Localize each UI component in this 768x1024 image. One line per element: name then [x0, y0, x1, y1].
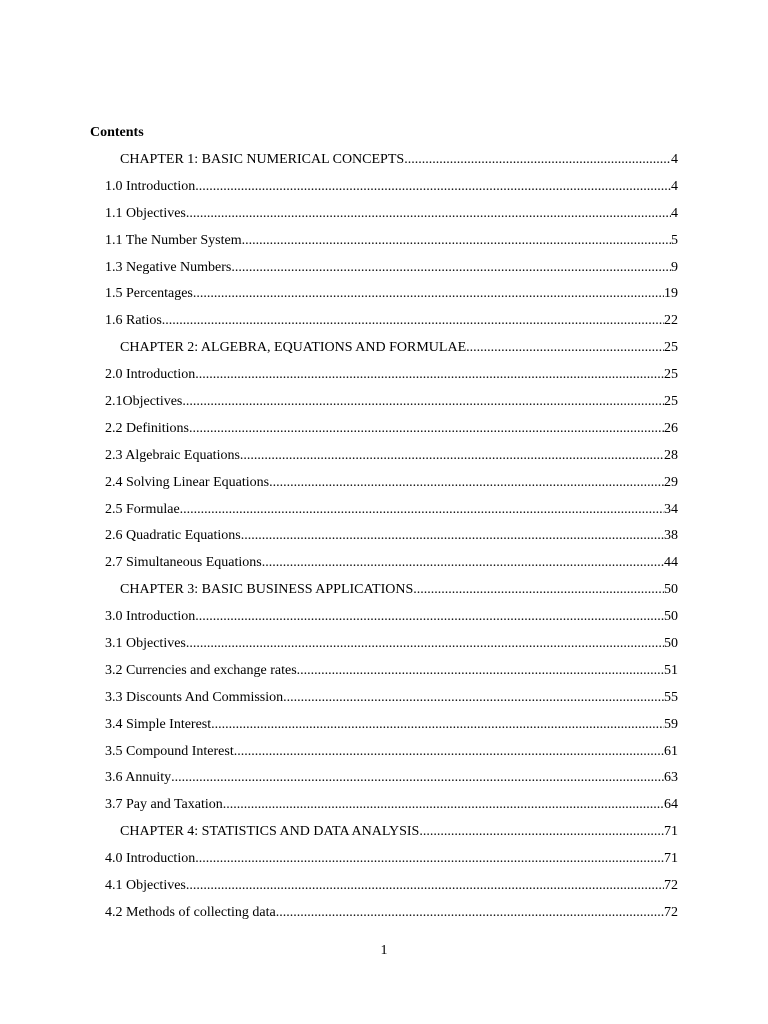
toc-entry-row [105, 500, 768, 520]
toc-section-entry[interactable] [0, 363, 768, 390]
toc-entry-row [105, 177, 768, 197]
toc-dot-leader [231, 258, 671, 278]
toc-entry-row [105, 795, 768, 815]
toc-entry-page-number: 59 [664, 716, 678, 732]
toc-dot-leader [186, 876, 664, 896]
toc-dot-leader [240, 446, 664, 466]
toc-dot-leader [269, 473, 664, 493]
toc-entry-row [105, 661, 768, 681]
toc-entry-row [105, 258, 768, 278]
toc-entry-row [105, 688, 768, 708]
toc-entry-title: 2.2 Definitions [105, 420, 189, 436]
toc-dot-leader [297, 661, 664, 681]
toc-dot-leader [242, 231, 671, 251]
toc-entry-title: 2.0 Introduction [105, 367, 196, 383]
toc-entry-title: 1.6 Ratios [105, 313, 162, 329]
toc-entry-page-number: 38 [664, 528, 678, 544]
toc-entry-page-number: 64 [664, 797, 678, 813]
toc-entry-page-number: 25 [664, 340, 678, 356]
toc-entry-title: 4.0 Introduction [105, 851, 196, 867]
toc-entry-page-number: 29 [664, 474, 678, 490]
toc-dot-leader [189, 419, 664, 439]
toc-entry-row [105, 876, 768, 896]
toc-entry-page-number: 22 [664, 313, 678, 329]
toc-entry-row [105, 365, 768, 385]
toc-section-entry[interactable] [0, 793, 768, 820]
toc-entry-row [105, 768, 768, 788]
toc-section-entry[interactable] [0, 202, 768, 229]
toc-section-entry[interactable] [0, 175, 768, 202]
toc-entry-title: CHAPTER 2: ALGEBRA, EQUATIONS AND FORMULAE [120, 340, 467, 356]
toc-section-entry[interactable] [0, 524, 768, 551]
toc-section-entry[interactable] [0, 309, 768, 336]
toc-entry-row [105, 849, 768, 869]
toc-entry-title: 1.1 The Number System [105, 232, 242, 248]
toc-entry-page-number: 19 [664, 286, 678, 302]
toc-dot-leader [195, 365, 664, 385]
toc-entry-title: CHAPTER 4: STATISTICS AND DATA ANALYSIS [120, 824, 420, 840]
toc-entry-title: 2.5 Formulae [105, 501, 180, 517]
toc-list [0, 148, 768, 928]
toc-entry-title: 4.2 Methods of collecting data [105, 904, 276, 920]
toc-entry-title: CHAPTER 3: BASIC BUSINESS APPLICATIONS [120, 582, 414, 598]
toc-entry-title: CHAPTER 1: BASIC NUMERICAL CONCEPTS [120, 152, 405, 167]
toc-entry-page-number: 4 [671, 178, 678, 194]
toc-dot-leader [162, 311, 664, 331]
toc-dot-leader [276, 903, 664, 923]
toc-entry-row [105, 311, 768, 331]
toc-entry-row [120, 338, 768, 358]
toc-entry-row [105, 903, 768, 923]
toc-entry-page-number: 50 [664, 609, 678, 625]
toc-entry-title: 1.5 Percentages [105, 286, 193, 302]
toc-entry-row [120, 150, 768, 170]
toc-entry-page-number: 50 [664, 636, 678, 652]
toc-entry-page-number: 50 [664, 582, 678, 598]
toc-dot-leader [419, 822, 664, 842]
toc-dot-leader [195, 607, 664, 627]
toc-section-entry[interactable] [0, 417, 768, 444]
toc-entry-row [105, 284, 768, 304]
toc-section-entry[interactable] [0, 874, 768, 901]
toc-entry-title: 1.0 Introduction [105, 178, 196, 194]
toc-section-entry[interactable] [0, 282, 768, 309]
toc-dot-leader [193, 284, 664, 304]
toc-section-entry[interactable] [0, 605, 768, 632]
toc-dot-leader [195, 849, 664, 869]
toc-section-entry[interactable] [0, 766, 768, 793]
toc-dot-leader [404, 150, 671, 170]
toc-entry-row [120, 580, 768, 600]
toc-entry-title: 4.1 Objectives [105, 878, 186, 894]
toc-entry-page-number: 51 [664, 662, 678, 678]
toc-entry-title: 3.5 Compound Interest [105, 743, 234, 759]
toc-section-entry[interactable] [0, 686, 768, 713]
toc-entry-row [105, 607, 768, 627]
toc-entry-page-number: 5 [671, 232, 678, 248]
toc-entry-title: 3.2 Currencies and exchange rates [105, 662, 297, 678]
toc-section-entry[interactable] [0, 632, 768, 659]
toc-entry-title: 1.3 Negative Numbers [105, 259, 232, 275]
toc-section-entry[interactable] [0, 498, 768, 525]
toc-section-entry[interactable] [0, 740, 768, 767]
toc-entry-row [105, 473, 768, 493]
toc-entry-title: 2.1Objectives [105, 394, 183, 410]
toc-dot-leader [466, 338, 664, 358]
toc-entry-title: 3.1 Objectives [105, 636, 186, 652]
toc-dot-leader [171, 768, 664, 788]
toc-entry-page-number: 4 [671, 205, 678, 221]
toc-entry-title: 3.3 Discounts And Commission [105, 689, 284, 705]
toc-section-entry[interactable] [0, 471, 768, 498]
toc-section-entry[interactable] [0, 713, 768, 740]
toc-entry-row [105, 553, 768, 573]
toc-dot-leader [186, 204, 671, 224]
toc-section-entry[interactable] [0, 847, 768, 874]
toc-entry-title: 2.4 Solving Linear Equations [105, 474, 270, 490]
toc-dot-leader [186, 634, 664, 654]
toc-entry-page-number: 26 [664, 420, 678, 436]
toc-section-entry[interactable] [0, 229, 768, 256]
toc-dot-leader [413, 580, 664, 600]
toc-heading: Contents [90, 125, 144, 140]
toc-dot-leader [195, 177, 671, 197]
toc-entry-page-number: 25 [664, 367, 678, 383]
toc-entry-page-number: 72 [664, 904, 678, 920]
toc-entry-page-number: 44 [664, 555, 678, 571]
toc-chapter-entry[interactable] [0, 148, 768, 175]
toc-entry-row [105, 446, 768, 466]
toc-entry-row [105, 715, 768, 735]
toc-dot-leader [241, 526, 664, 546]
toc-entry-title: 3.4 Simple Interest [105, 716, 212, 732]
toc-entry-page-number: 61 [664, 743, 678, 759]
toc-entry-page-number: 72 [664, 878, 678, 894]
toc-section-entry[interactable] [0, 444, 768, 471]
toc-entry-title: 3.0 Introduction [105, 609, 196, 625]
toc-section-entry[interactable] [0, 256, 768, 283]
toc-entry-row [105, 526, 768, 546]
toc-entry-page-number: 34 [664, 501, 678, 517]
toc-section-entry[interactable] [0, 659, 768, 686]
toc-section-entry[interactable] [0, 901, 768, 928]
toc-entry-page-number: 71 [664, 824, 678, 840]
toc-entry-row [105, 204, 768, 224]
toc-entry-row [105, 392, 768, 412]
toc-entry-title: 2.6 Quadratic Equations [105, 528, 241, 544]
toc-entry-title: 1.1 Objectives [105, 205, 186, 221]
toc-section-entry[interactable] [0, 390, 768, 417]
toc-entry-page-number: 63 [664, 770, 678, 786]
toc-entry-page-number: 25 [664, 394, 678, 410]
toc-dot-leader [180, 500, 664, 520]
toc-chapter-entry[interactable] [0, 820, 768, 847]
toc-chapter-entry[interactable] [0, 578, 768, 605]
toc-entry-page-number: 55 [664, 689, 678, 705]
toc-chapter-entry[interactable] [0, 336, 768, 363]
toc-section-entry[interactable] [0, 551, 768, 578]
toc-entry-page-number: 4 [671, 152, 678, 167]
toc-dot-leader [182, 392, 664, 412]
toc-dot-leader [234, 742, 664, 762]
toc-entry-page-number: 28 [664, 447, 678, 463]
toc-entry-row [105, 742, 768, 762]
toc-entry-title: 3.6 Annuity [105, 770, 172, 786]
toc-entry-row [120, 822, 768, 842]
toc-entry-page-number: 71 [664, 851, 678, 867]
toc-entry-page-number: 9 [671, 259, 678, 275]
toc-entry-title: 2.7 Simultaneous Equations [105, 555, 262, 571]
page-number: 1 [380, 943, 388, 958]
toc-entry-title: 3.7 Pay and Taxation [105, 797, 223, 813]
toc-dot-leader [262, 553, 664, 573]
toc-entry-row [105, 634, 768, 654]
toc-dot-leader [223, 795, 664, 815]
toc-dot-leader [211, 715, 664, 735]
toc-dot-leader [283, 688, 664, 708]
toc-entry-row [105, 419, 768, 439]
toc-entry-title: 2.3 Algebraic Equations [105, 447, 240, 463]
toc-entry-row [105, 231, 768, 251]
